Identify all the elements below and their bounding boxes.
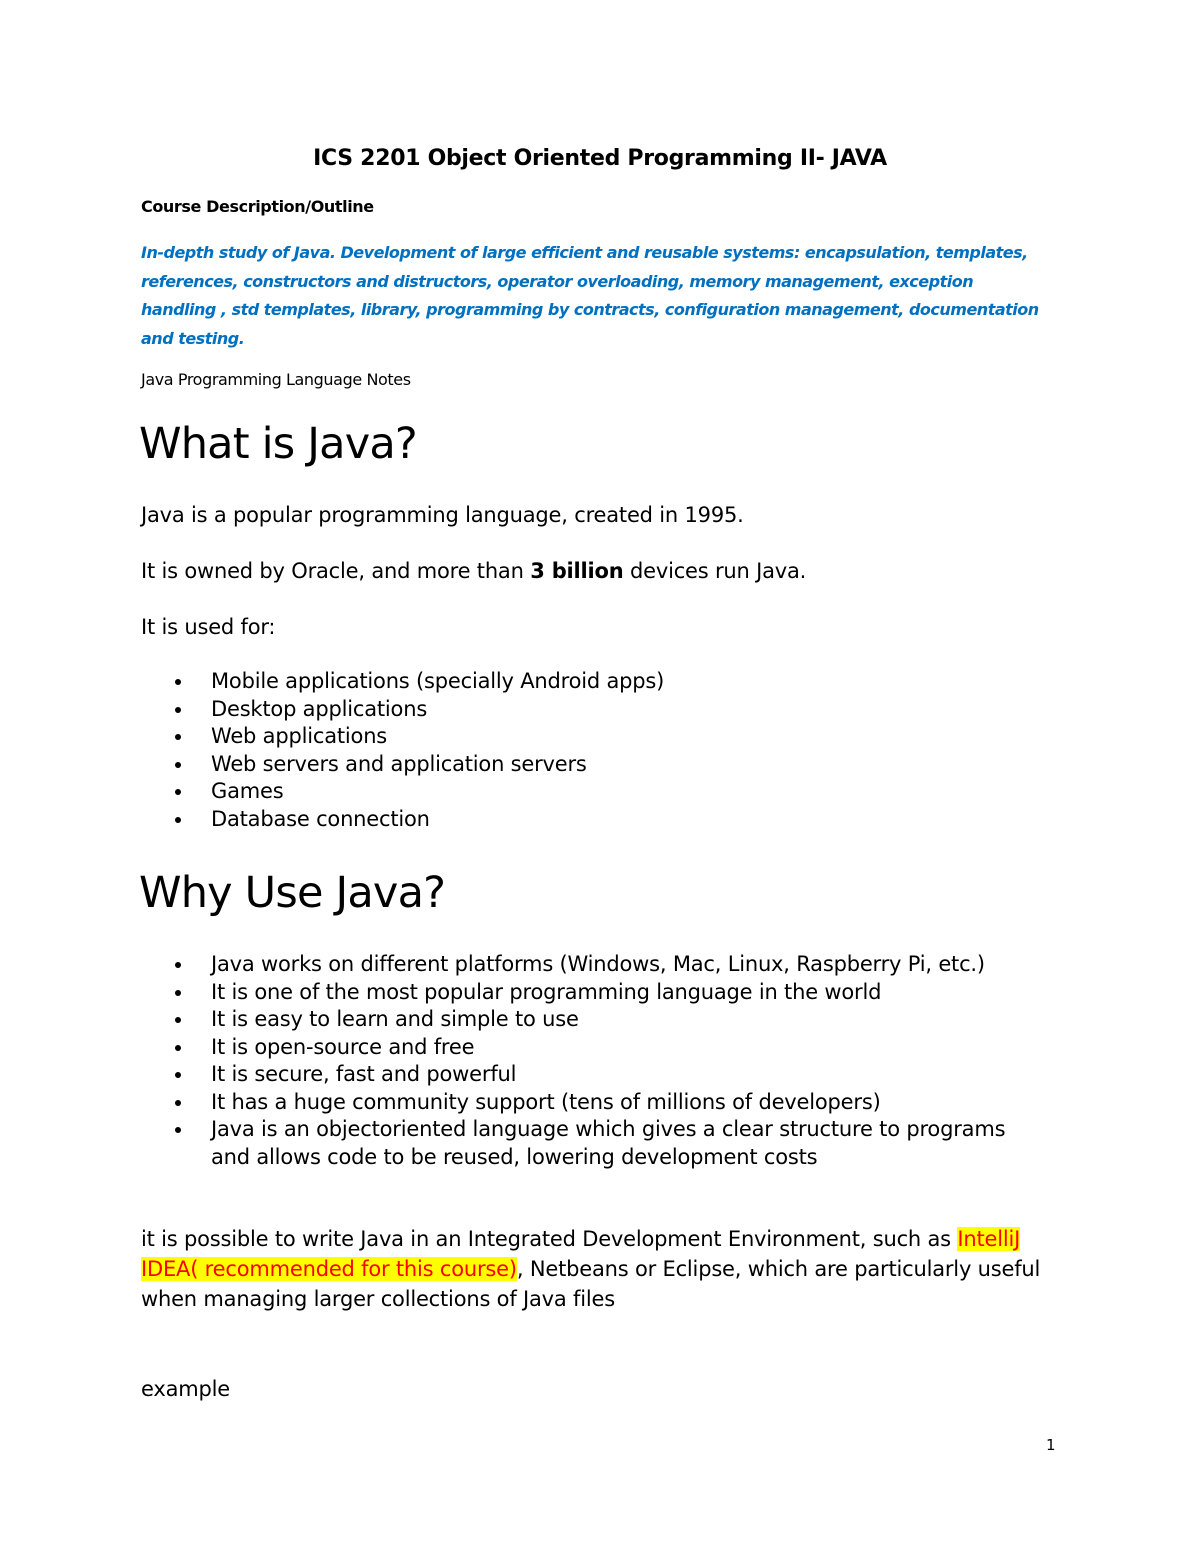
list-item [141,696,1041,724]
list-item-text: It is one of the most popular programming language in the world [211,979,882,1004]
reasons-list [141,951,1041,1171]
list-item [141,1061,1041,1089]
list-item-text: Java works on different platforms (Windows, Mac, Linux, Raspberry Pi, etc.) [211,952,985,976]
billion-devices-bold: 3 billion [530,559,624,583]
list-item-text: Java is an objectoriented language which gives a clear structure to programs and allows code to be reused, lowering development costs [211,1117,1006,1169]
ide-text-end: , Netbeans or Eclipse, which are particularly useful when managing larger collections of Java files [141,1257,1041,1311]
list-item [141,668,1041,696]
bullet-icon [175,1072,181,1078]
uses-list [141,668,1041,833]
outline-label: Course Description/Outline [141,197,374,216]
bullet-icon [175,1045,181,1051]
ownership-text-end: devices run Java. [623,559,807,583]
list-item [141,951,1041,979]
bullet-icon [175,734,181,740]
list-item-text: It is open-source and free [211,1034,475,1059]
list-item [141,1089,1041,1117]
list-item-text: It is secure, fast and powerful [211,1062,517,1086]
list-item [141,1006,1041,1034]
bullet-icon [175,1127,181,1133]
used-for-paragraph: It is used for: [141,615,276,639]
example-label: example [141,1377,230,1401]
list-item-text: It has a huge community support (tens of millions of developers) [211,1089,881,1114]
list-item-text: Games [211,779,284,803]
list-item [141,1116,1041,1171]
list-item-text: It is easy to learn and simple to use [211,1007,579,1031]
bullet-icon [175,679,181,685]
page-number: 1 [1046,1436,1056,1454]
document-title: ICS 2201 Object Oriented Programming II- JAVA [313,146,887,171]
bullet-icon [175,789,181,795]
course-description: In-depth study of Java. Development of large efficient and reusable systems: encapsulation, templates, references, constructors and distructors, operator overloading, memory management, exception handling , std templates, library, programming by contracts, configuration management, documentation and testing. [141,243,1039,348]
bullet-icon [175,817,181,823]
bullet-icon [175,962,181,968]
list-item [141,979,1041,1007]
bullet-icon [175,762,181,768]
list-item [141,806,1041,834]
list-item-text: Mobile applications (specially Android apps) [211,669,665,693]
list-item [141,723,1041,751]
intellij-highlight: IntelliJ IDEA( recommended for this course) [141,1227,1021,1281]
ownership-text-start: It is owned by Oracle, and more than [141,559,531,583]
list-item [141,778,1041,806]
list-item-text: Web applications [211,724,388,748]
list-item [141,1034,1041,1062]
list-item-text: Desktop applications [211,696,428,721]
ownership-paragraph [141,556,806,586]
bullet-icon [175,990,181,996]
ide-text-start: it is possible to write Java in an Integrated Development Environment, such as [141,1227,958,1251]
intro-paragraph: Java is a popular programming language, created in 1995. [141,503,744,527]
heading-what-is-java: What is Java? [139,419,417,469]
list-item-text: Web servers and application servers [211,751,587,776]
bullet-icon [175,1017,181,1023]
bullet-icon [175,707,181,713]
list-item [141,751,1041,779]
bullet-icon [175,1100,181,1106]
ide-paragraph [141,1224,1061,1314]
heading-why-use-java: Why Use Java? [139,868,446,918]
list-item-text: Database connection [211,806,430,831]
notes-label: Java Programming Language Notes [141,370,411,389]
